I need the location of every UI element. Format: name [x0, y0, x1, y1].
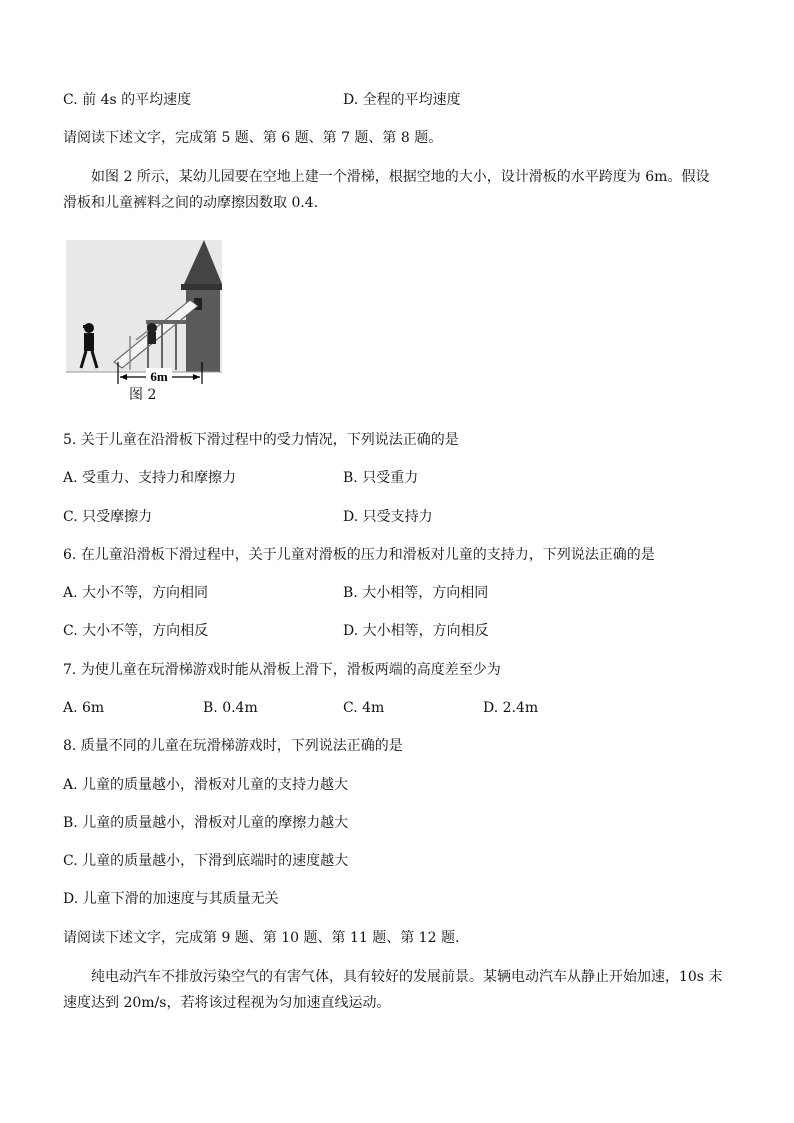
q7-option-a: A. 6m	[63, 700, 105, 716]
question-6-stem: 6. 在儿童沿滑板下滑过程中，关于儿童对滑板的压力和滑板对儿童的支持力，下列说法正确的是	[63, 547, 655, 563]
option-c-prev: C. 前 4s 的平均速度	[63, 92, 192, 108]
q5-option-c: C. 只受摩擦力	[63, 509, 153, 525]
q6-option-d: D. 大小相等，方向相反	[343, 623, 489, 639]
passage-2: 纯电动汽车不排放污染空气的有害气体，具有较好的发展前景。某辆电动汽车从静止开始加速，10s 末速度达到 20m/s，若将该过程视为匀加速直线运动。	[63, 969, 723, 1011]
q7-option-d: D. 2.4m	[483, 700, 539, 716]
q7-option-c: C. 4m	[343, 700, 385, 716]
q6-option-b: B. 大小相等，方向相同	[343, 585, 489, 601]
question-7-stem: 7. 为使儿童在玩滑梯游戏时能从滑板上滑下，滑板两端的高度差至少为	[63, 662, 501, 678]
passage-1: 如图 2 所示，某幼儿园要在空地上建一个滑梯，根据空地的大小，设计滑板的水平跨度为 6m。假设滑板和儿童裤料之间的动摩擦因数取 0.4.	[63, 169, 710, 211]
question-5-stem: 5. 关于儿童在沿滑板下滑过程中的受力情况，下列说法正确的是	[63, 432, 459, 448]
q6-option-a: A. 大小不等，方向相同	[63, 585, 209, 601]
q5-option-a: A. 受重力、支持力和摩擦力	[63, 470, 237, 486]
q6-option-c: C. 大小不等，方向相反	[63, 623, 209, 639]
q8-option-c: C. 儿童的质量越小，下滑到底端时的速度越大	[63, 853, 349, 869]
section-intro-2: 请阅读下述文字，完成第 9 题、第 10 题、第 11 题、第 12 题.	[63, 930, 460, 946]
q5-option-b: B. 只受重力	[343, 470, 419, 486]
option-d-prev: D. 全程的平均速度	[343, 92, 461, 108]
q7-option-b: B. 0.4m	[203, 700, 258, 716]
q5-option-d: D. 只受支持力	[343, 509, 433, 525]
figure-caption: 图 2	[129, 387, 157, 403]
q8-option-a: A. 儿童的质量越小，滑板对儿童的支持力越大	[63, 777, 349, 793]
question-8-stem: 8. 质量不同的儿童在玩滑梯游戏时，下列说法正确的是	[63, 738, 403, 754]
slide-figure	[66, 240, 222, 400]
slide-illustration	[66, 240, 222, 385]
q8-option-b: B. 儿童的质量越小，滑板对儿童的摩擦力越大	[63, 815, 349, 831]
dimension-label: 6m	[150, 369, 168, 384]
section-intro-1: 请阅读下述文字，完成第 5 题、第 6 题、第 7 题、第 8 题。	[63, 130, 443, 146]
q8-option-d: D. 儿童下滑的加速度与其质量无关	[63, 891, 279, 907]
